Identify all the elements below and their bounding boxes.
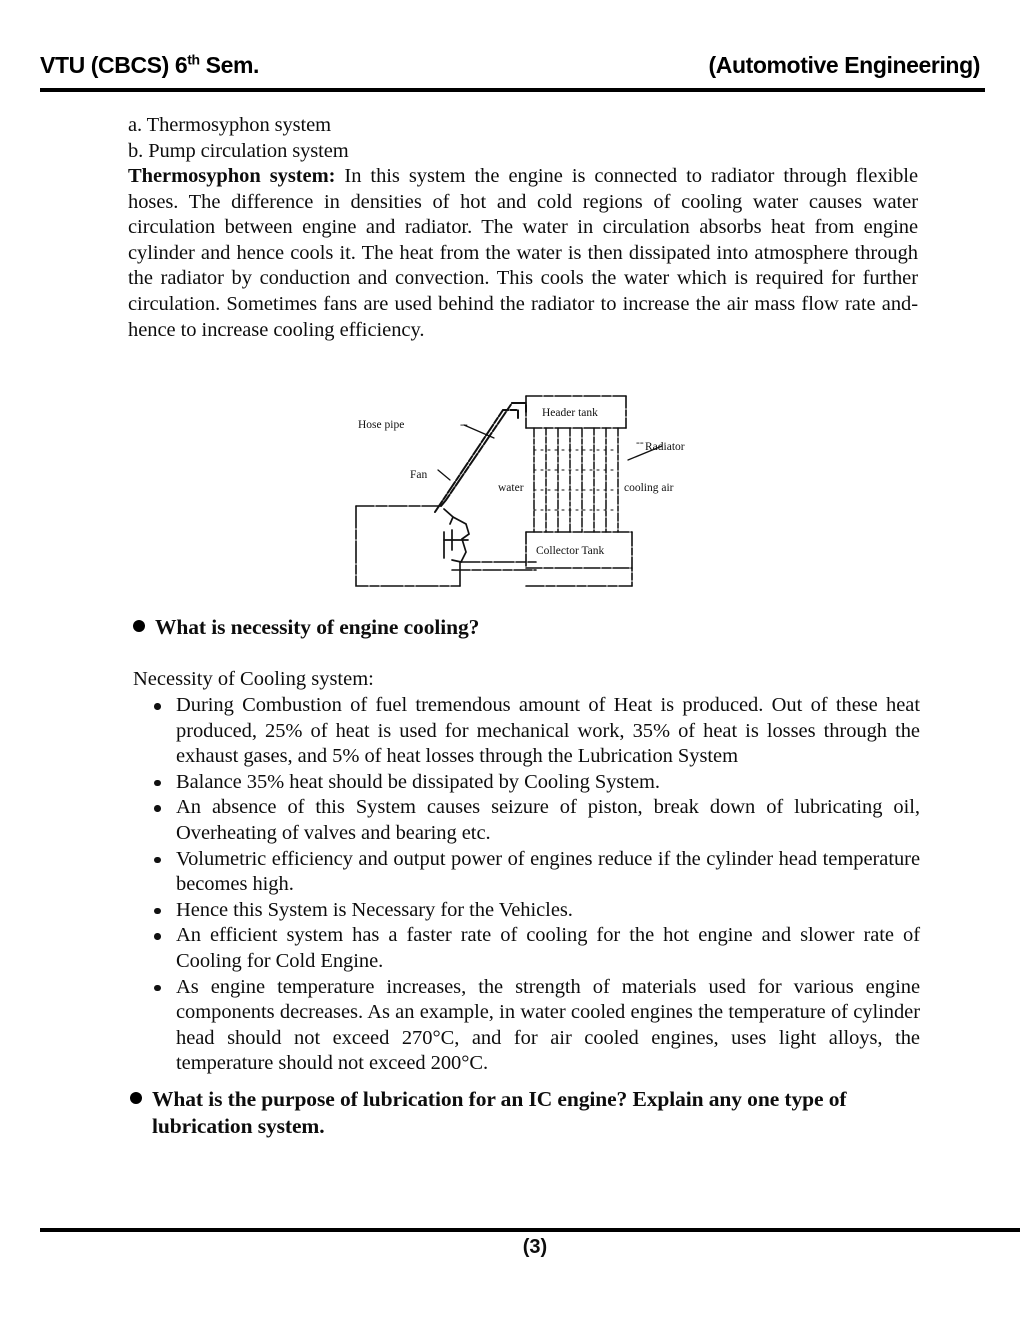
list-item: An efficient system has a faster rate of cooling for the hot engine and slower rate of Cooling for Cold Engine. (148, 923, 920, 974)
figure-label-cooling-air: cooling air (624, 482, 674, 494)
list-item: An absence of this System causes seizure of piston, break down of lubricating oil, Overheating of valves and bearing etc. (148, 795, 920, 846)
figure-label-water: water (498, 482, 524, 494)
leader-lines (438, 425, 662, 480)
figure-label-hose-pipe: Hose pipe (358, 419, 405, 431)
header-divider-rule (40, 88, 985, 92)
question-1-text: What is necessity of engine cooling? (155, 615, 480, 639)
question-heading-lubrication (130, 1086, 895, 1140)
list-item: During Combustion of fuel tremendous amount of Heat is produced. Out of these heat produced, 25% of heat is used for mechanical work, 35% of heat is losses through the exhaust gases, and 5% of heat losses through the Lubrication System (148, 693, 920, 770)
intro-text-block (128, 113, 918, 343)
hose-pipe-shape (435, 403, 526, 512)
header-course-main: VTU (CBCS) 6 (40, 52, 188, 78)
figure-label-radiator-dash: -- (636, 437, 644, 449)
figure-label-hose-pipe-dash: -- (460, 419, 468, 431)
question-bullet-icon (130, 1092, 142, 1104)
list-item: Balance 35% heat should be dissipated by Cooling System. (148, 770, 920, 796)
figure-label-header-tank: Header tank (542, 407, 598, 419)
fan-shape (444, 509, 469, 562)
header-subject: (Automotive Engineering) (708, 52, 980, 78)
header-course-title (40, 52, 259, 79)
list-item: Hence this System is Necessary for the Vehicles. (148, 898, 920, 924)
page-header (40, 52, 985, 79)
collector-tank-shape (526, 532, 632, 586)
figure-label-fan: Fan (410, 469, 428, 481)
list-item: As engine temperature increases, the strength of materials used for various engine components decreases. As an example, in water cooled engines the temperature of cylinder head should not exceed 270°C, and for air cooled engines, uses light alloys, the temperature should not exceed 200°C. (148, 975, 920, 1077)
page-number: (3) (522, 1236, 548, 1258)
question-2-text: What is the purpose of lubrication for an IC engine? Explain any one type of lubrication system. (152, 1087, 847, 1138)
radiator-core-shape (534, 428, 618, 532)
figure-label-radiator: Radiator (645, 441, 685, 453)
thermosyphon-label: Thermosyphon system: (128, 165, 336, 187)
question-bullet-icon (133, 620, 145, 632)
figure-label-collector-tank: Collector Tank (536, 545, 605, 557)
return-pipe-shape (452, 562, 536, 570)
necessity-subheading: Necessity of Cooling system: (133, 668, 374, 690)
necessity-bullet-list (148, 693, 920, 1077)
question-heading-engine-cooling (133, 614, 753, 641)
list-item: Volumetric efficiency and output power of engines reduce if the cylinder head temperature becomes high. (148, 847, 920, 898)
fan-leader (438, 470, 450, 480)
header-ordinal-suffix: th (187, 51, 200, 68)
footer-divider-rule (40, 1228, 1020, 1232)
thermosyphon-paragraph (128, 164, 918, 343)
header-course-tail: Sem. (199, 52, 260, 78)
list-item-a: a. Thermosyphon system (128, 114, 331, 136)
thermosyphon-cooling-diagram (340, 372, 700, 594)
list-item-b: b. Pump circulation system (128, 139, 349, 162)
thermosyphon-body: In this system the engine is connected to radiator through flexible hoses. The difference in densities of hot and cold regions of cooling water causes water circulation between engine and radiator. The water in circulation absorbs heat from engine cylinder and hence cools it. The heat from the water is then dissipated into atmosphere through the radiator by conduction and convection. This cools the water which is required for further circulation. Sometimes fans are used behind the radiator to increase the air mass flow rate and- hence to increase cooling efficiency. (128, 165, 918, 341)
